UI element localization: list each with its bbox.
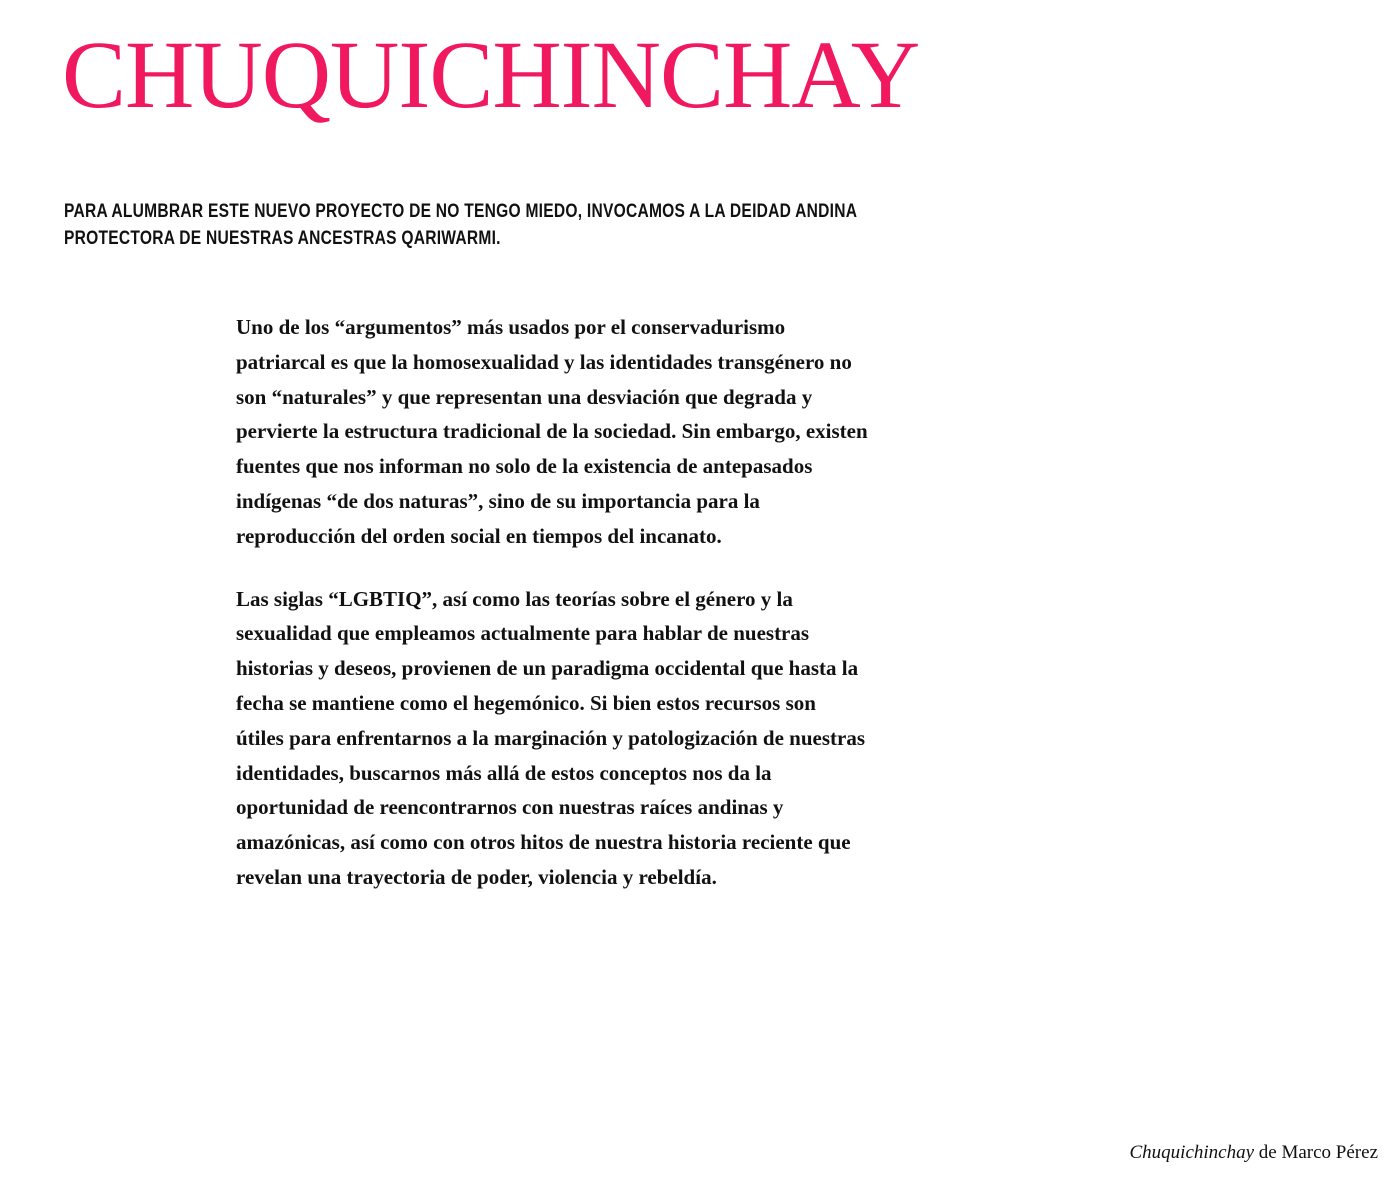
credit-connector: de [1254, 1142, 1282, 1163]
page-subtitle: PARA ALUMBRAR ESTE NUEVO PROYECTO DE NO TENGO MIEDO, INVOCAMOS A LA DEIDAD ANDINA PROTECTORA DE NUESTRAS ANCESTRAS QARIWARMI. [64, 201, 857, 249]
article-body [236, 310, 868, 923]
image-credit [1130, 1141, 1379, 1165]
credit-author: Marco Pérez [1281, 1142, 1378, 1163]
page-title: CHUQUICHINCHAY [62, 21, 920, 128]
article-paragraph-2: Las siglas “LGBTIQ”, así como las teorías sobre el género y la sexualidad que empleamos actualmente para hablar de nuestras historias y deseos, provienen de un paradigma occidental que hasta la fecha se mantiene como el hegemónico. Si bien estos recursos son útiles para enfrentarnos a la marginación y patologización de nuestras identidades, buscarnos más allá de estos conceptos nos da la oportunidad de reencontrarnos con nuestras raíces andinas y amazónicas, así como con otros hitos de nuestra historia reciente que revelan una trayectoria de poder, violencia y rebeldía. [236, 586, 866, 889]
article-paragraph-1: Uno de los “argumentos” más usados por el conservadurismo patriarcal es que la homosexualidad y las identidades transgénero no son “naturales” y que representan una desviación que degrada y pervierte la estructura tradicional de la sociedad. Sin embargo, existen fuentes que nos informan no solo de la existencia de antepasados indígenas “de dos naturas”, sino de su importancia para la reproducción del orden social en tiempos del incanato. [236, 315, 868, 548]
credit-work-title: Chuquichinchay [1129, 1142, 1255, 1163]
